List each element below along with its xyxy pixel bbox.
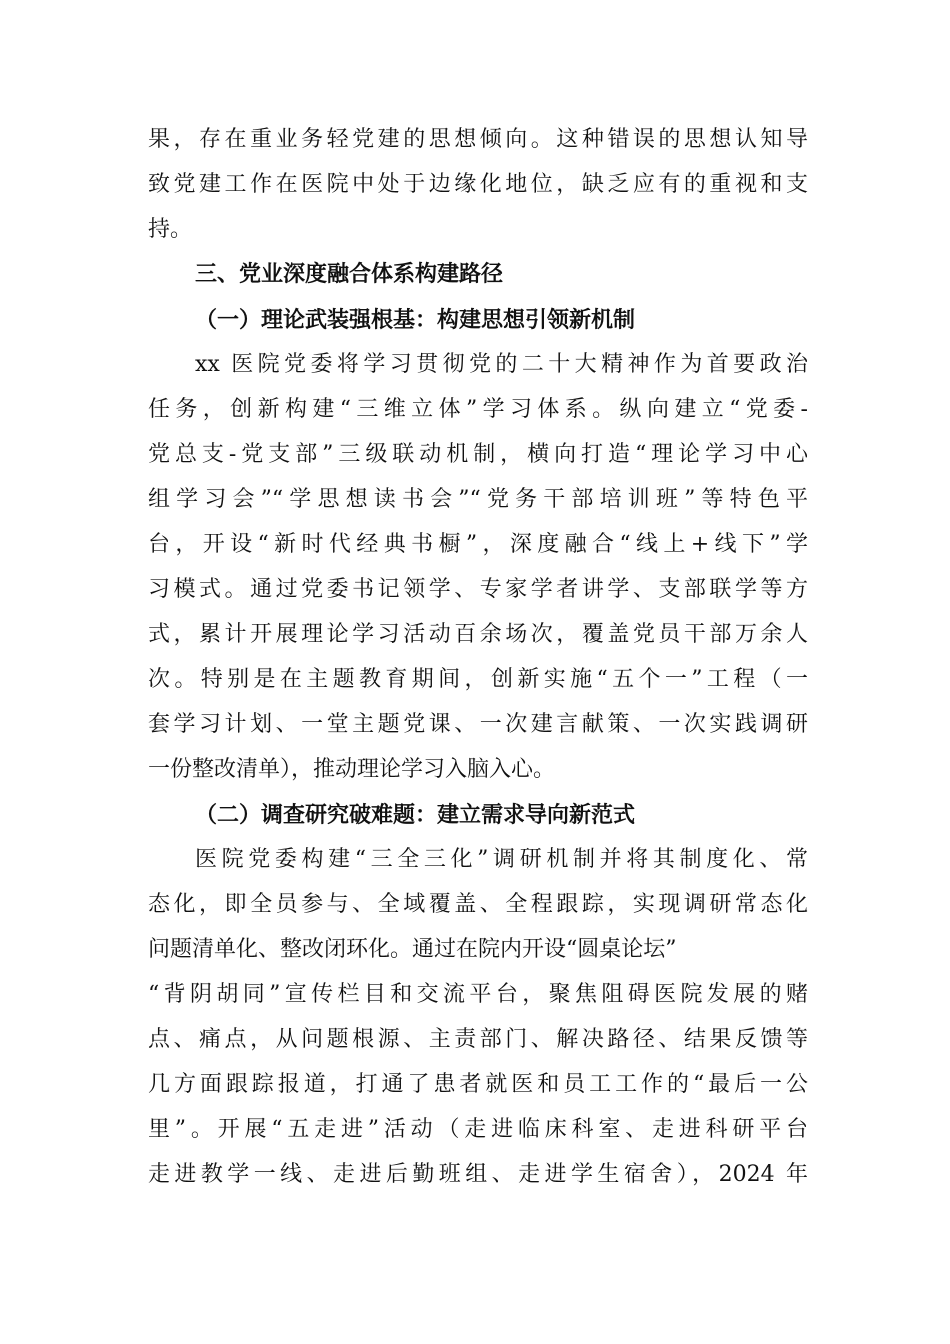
body-text-line: 几方面跟踪报道，打通了患者就医和员工工作的“最后一公 [148,1072,808,1097]
body-text-line: 致党建工作在医院中处于边缘化地位，缺乏应有的重视和支 [148,172,808,197]
body-text-line: 果，存在重业务轻党建的思想倾向。这种错误的思想认知导 [148,127,808,152]
body-text-line: 组学习会”“学思想读书会”“党务干部培训班”等特色平 [148,487,808,512]
body-text-line: 态化，即全员参与、全域覆盖、全程跟踪，实现调研常态化 [148,892,808,917]
body-text-line: 任务，创新构建“三维立体”学习体系。纵向建立“党委- [148,397,808,422]
body-text-line: 问题清单化、整改闭环化。通过在院内开设“圆桌论坛” [148,937,677,962]
body-text-line: 走进教学一线、走进后勤班组、走进学生宿舍），2024 年 [148,1162,808,1187]
body-text-line: “背阴胡同”宣传栏目和交流平台，聚焦阻碍医院发展的赌 [148,982,808,1007]
body-text-line: xx 医院党委将学习贯彻党的二十大精神作为首要政治 [195,352,808,377]
body-text-line: 一份整改清单），推动理论学习入脑入心。 [148,757,556,782]
section-heading: 三、党业深度融合体系构建路径 [195,262,504,287]
body-text-line: 式，累计开展理论学习活动百余场次，覆盖党员干部万余人 [148,622,808,647]
body-text-line: 医院党委构建“三全三化”调研机制并将其制度化、常 [195,847,808,872]
body-text-line: 持。 [148,217,193,242]
body-text-line: 台，开设“新时代经典书橱”，深度融合“线上+线下”学 [148,532,808,557]
subsection-heading: （一）理论武装强根基：构建思想引领新机制 [195,307,636,333]
subsection-heading: （二）调查研究破难题：建立需求导向新范式 [195,802,636,828]
body-text-line: 党总支-党支部”三级联动机制，横向打造“理论学习中心 [148,442,808,467]
body-text-line: 里”。开展“五走进”活动（走进临床科室、走进科研平台 [148,1117,808,1142]
body-text-line: 套学习计划、一堂主题党课、一次建言献策、一次实践调研 [148,712,808,737]
body-text-line: 次。特别是在主题教育期间，创新实施“五个一”工程（一 [148,667,808,692]
body-text-line: 习模式。通过党委书记领学、专家学者讲学、支部联学等方 [148,577,808,602]
body-text-line: 点、痛点，从问题根源、主责部门、解决路径、结果反馈等 [148,1027,808,1052]
